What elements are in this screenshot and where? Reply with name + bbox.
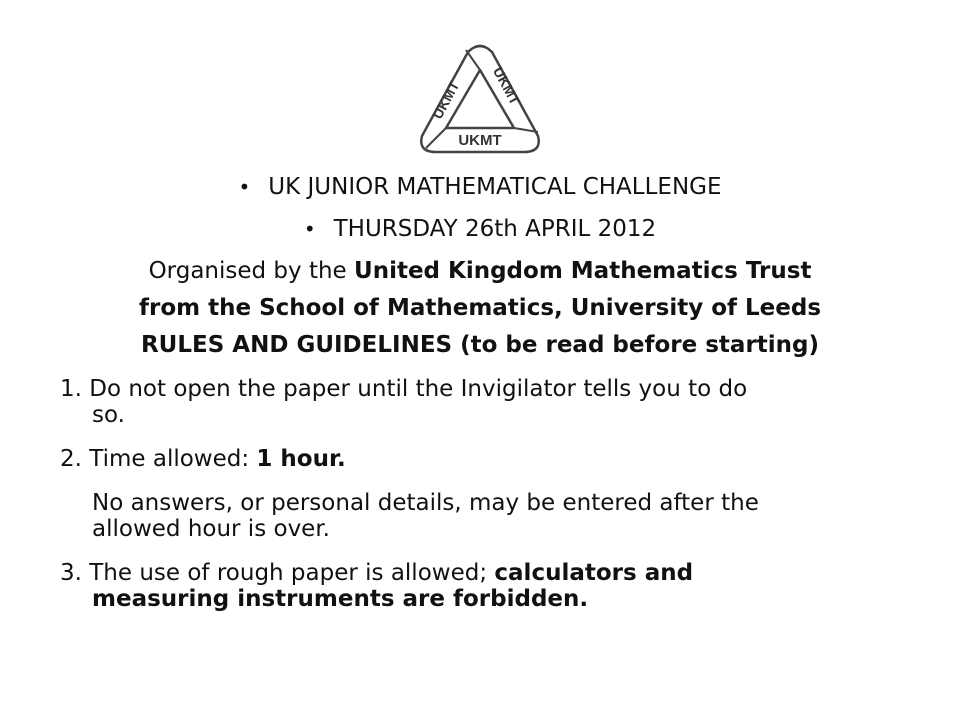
rule-2	[60, 446, 900, 472]
logo-text-bottom: UKMT	[458, 132, 502, 149]
rule-3-bold-line-1: calculators and	[494, 560, 694, 586]
rule-1	[60, 376, 900, 428]
rule-3	[60, 560, 900, 612]
bullet-date	[0, 214, 960, 244]
school-line	[0, 293, 960, 323]
rule-2-prefix: 2. Time allowed:	[60, 446, 257, 472]
organiser-line	[0, 256, 960, 286]
bullet-icon: •	[303, 217, 316, 241]
competition-date: THURSDAY 26th APRIL 2012	[333, 216, 657, 242]
competition-title: UK JUNIOR MATHEMATICAL CHALLENGE	[268, 174, 722, 200]
rule-3-bold-line-2: measuring instruments are forbidden.	[92, 586, 589, 612]
rule-2-note-line-1: No answers, or personal details, may be entered after the	[92, 490, 759, 516]
ukmt-logo	[418, 44, 542, 156]
rule-2-duration: 1 hour.	[256, 446, 346, 472]
organiser-trust: United Kingdom Mathematics Trust	[354, 258, 812, 284]
bullet-icon: •	[238, 175, 251, 199]
rules-heading-line	[0, 330, 960, 360]
rule-3-prefix: 3. The use of rough paper is allowed;	[60, 560, 495, 586]
rule-2-note	[60, 490, 900, 542]
logo-text-right: UKMT	[489, 64, 524, 108]
organiser-school: from the School of Mathematics, University of Leeds	[138, 295, 822, 321]
logo-text-left: UKMT	[429, 78, 463, 122]
rule-2-note-line-2: allowed hour is over.	[92, 516, 330, 542]
rule-1-line-1: 1. Do not open the paper until the Invigilator tells you to do	[60, 376, 748, 402]
rule-1-line-2: so.	[92, 402, 125, 428]
bullet-title	[0, 172, 960, 202]
rules-heading: RULES AND GUIDELINES (to be read before starting)	[140, 332, 820, 358]
organiser-prefix: Organised by the	[148, 258, 355, 284]
logo-divider-bottom	[426, 128, 446, 148]
logo-divider-left	[466, 50, 480, 70]
